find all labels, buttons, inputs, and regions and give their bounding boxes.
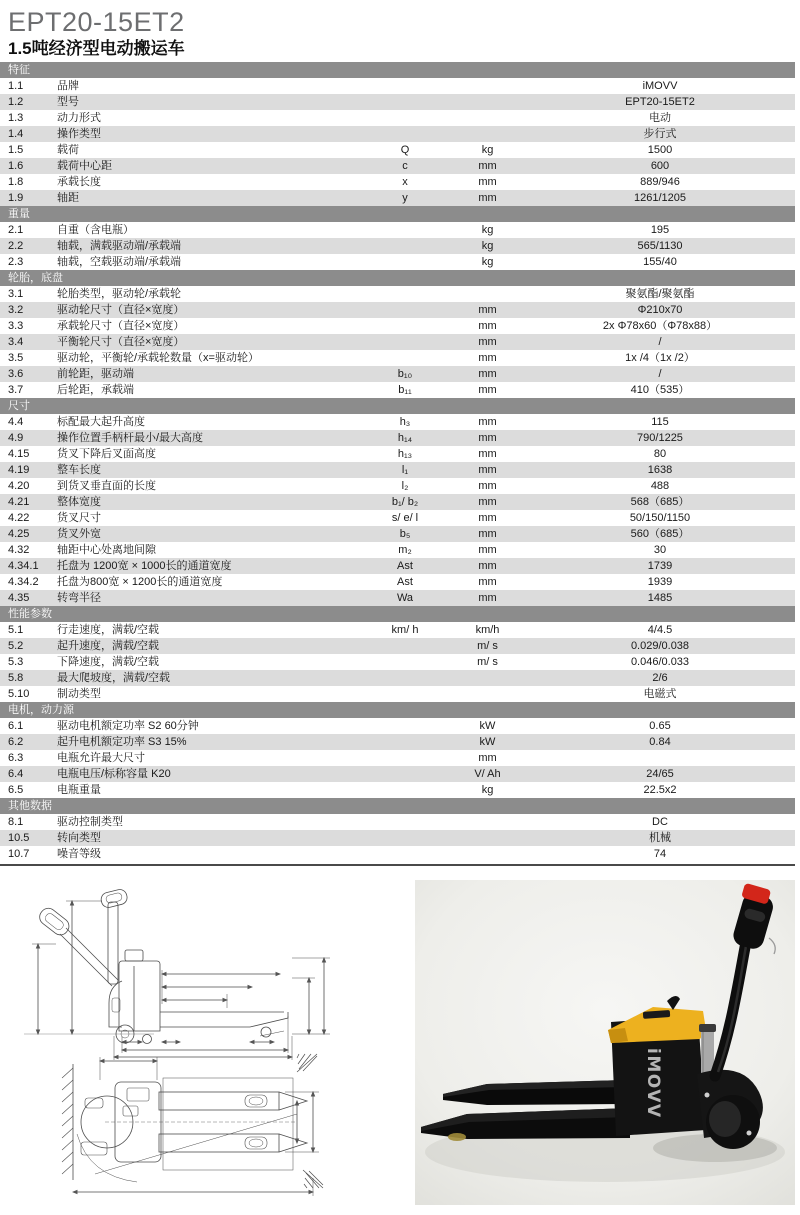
row-symbol: Wa bbox=[396, 592, 414, 604]
spec-row bbox=[0, 830, 795, 846]
spec-row bbox=[0, 254, 795, 270]
spec-row bbox=[0, 750, 795, 766]
row-idx: 4.35 bbox=[8, 592, 30, 604]
row-symbol: c bbox=[402, 160, 408, 172]
row-unit: kg bbox=[481, 240, 494, 252]
row-name: 操作位置手柄杆最小/最大高度 bbox=[57, 432, 204, 444]
row-unit: mm bbox=[478, 368, 497, 380]
section-header: 重量 bbox=[0, 206, 795, 222]
row-name: 托盘为800宽 × 1200长的通道宽度 bbox=[57, 576, 223, 588]
row-idx: 5.2 bbox=[8, 640, 24, 652]
row-value: EPT20-15ET2 bbox=[625, 96, 695, 108]
row-idx: 10.7 bbox=[8, 848, 30, 860]
row-name: 后轮距，承载端 bbox=[57, 384, 134, 396]
spec-row bbox=[0, 542, 795, 558]
row-idx: 3.3 bbox=[8, 320, 24, 332]
row-idx: 4.22 bbox=[8, 512, 30, 524]
row-value: 1x /4（1x /2） bbox=[625, 352, 695, 364]
spec-row bbox=[0, 334, 795, 350]
row-value: 30 bbox=[653, 544, 667, 556]
spec-row bbox=[0, 526, 795, 542]
row-value: 568（685） bbox=[630, 496, 690, 508]
row-unit: mm bbox=[478, 496, 497, 508]
row-name: 驱动控制类型 bbox=[57, 816, 123, 828]
row-name: 标配最大起升高度 bbox=[57, 416, 145, 428]
row-idx: 4.34.1 bbox=[8, 560, 39, 572]
row-value: 1485 bbox=[647, 592, 673, 604]
spec-row bbox=[0, 302, 795, 318]
row-unit: m/ s bbox=[477, 640, 498, 652]
spec-row bbox=[0, 766, 795, 782]
row-name: 轴距中心处离地间隙 bbox=[57, 544, 156, 556]
row-value: 1261/1205 bbox=[634, 192, 686, 204]
spec-row bbox=[0, 622, 795, 638]
row-idx: 4.4 bbox=[8, 416, 24, 428]
figures-area bbox=[0, 866, 800, 1213]
row-name: 动力形式 bbox=[57, 112, 101, 124]
spec-row bbox=[0, 686, 795, 702]
spec-row bbox=[0, 350, 795, 366]
row-symbol: km/ h bbox=[391, 624, 419, 636]
row-unit: V/ Ah bbox=[474, 768, 501, 780]
row-unit: mm bbox=[478, 576, 497, 588]
row-value: 1638 bbox=[647, 464, 673, 476]
row-name: 载荷中心距 bbox=[57, 160, 112, 172]
row-symbol: y bbox=[402, 192, 408, 204]
row-unit: mm bbox=[478, 512, 497, 524]
row-idx: 5.1 bbox=[8, 624, 24, 636]
section-header: 其他数据 bbox=[0, 798, 795, 814]
row-value: 机械 bbox=[649, 832, 671, 844]
row-idx: 4.34.2 bbox=[8, 576, 39, 588]
row-value: iMOVV bbox=[642, 80, 678, 92]
row-idx: 6.5 bbox=[8, 784, 24, 796]
row-unit: mm bbox=[478, 160, 497, 172]
row-name: 起升电机额定功率 S3 15% bbox=[57, 736, 187, 748]
spec-row bbox=[0, 462, 795, 478]
spec-row bbox=[0, 78, 795, 94]
row-value: 410（535） bbox=[630, 384, 690, 396]
row-name: 货叉尺寸 bbox=[57, 512, 101, 524]
row-idx: 2.1 bbox=[8, 224, 24, 236]
row-idx: 4.9 bbox=[8, 432, 24, 444]
row-name: 载荷 bbox=[57, 144, 79, 156]
spec-row bbox=[0, 174, 795, 190]
spec-row bbox=[0, 158, 795, 174]
row-value: 2/6 bbox=[652, 672, 668, 684]
row-idx: 1.5 bbox=[8, 144, 24, 156]
row-idx: 3.1 bbox=[8, 288, 24, 300]
row-name: 到货叉垂直面的长度 bbox=[57, 480, 156, 492]
row-symbol: x bbox=[402, 176, 408, 188]
spec-row bbox=[0, 654, 795, 670]
spec-row bbox=[0, 142, 795, 158]
spec-row bbox=[0, 510, 795, 526]
row-unit: kg bbox=[481, 224, 494, 236]
row-name: 驱动电机额定功率 S2 60分钟 bbox=[57, 720, 199, 732]
row-value: 电动 bbox=[649, 112, 671, 124]
row-unit: mm bbox=[478, 544, 497, 556]
row-value: 1500 bbox=[647, 144, 673, 156]
row-idx: 6.1 bbox=[8, 720, 24, 732]
page-title: EPT20-15ET2 bbox=[8, 7, 185, 37]
row-idx: 4.20 bbox=[8, 480, 30, 492]
row-symbol: l₂ bbox=[401, 480, 409, 492]
spec-row bbox=[0, 574, 795, 590]
row-unit: mm bbox=[478, 560, 497, 572]
side-view-drawing bbox=[22, 886, 337, 1061]
row-symbol: Ast bbox=[397, 576, 413, 588]
top-view-drawing bbox=[45, 1052, 345, 1207]
row-unit: mm bbox=[478, 192, 497, 204]
row-name: 转向类型 bbox=[57, 832, 101, 844]
row-name: 轴距 bbox=[57, 192, 79, 204]
row-idx: 1.8 bbox=[8, 176, 24, 188]
row-value: DC bbox=[652, 816, 668, 828]
row-name: 整车长度 bbox=[57, 464, 101, 476]
row-symbol: h₁₃ bbox=[397, 448, 413, 460]
row-value: 560（685） bbox=[630, 528, 690, 540]
row-value: / bbox=[658, 368, 662, 380]
section-header: 轮胎，底盘 bbox=[0, 270, 795, 286]
spec-row bbox=[0, 782, 795, 798]
section-header: 性能参数 bbox=[0, 606, 795, 622]
row-value: 600 bbox=[650, 160, 670, 172]
spec-row bbox=[0, 366, 795, 382]
row-idx: 1.6 bbox=[8, 160, 24, 172]
spec-row bbox=[0, 734, 795, 750]
row-name: 承载长度 bbox=[57, 176, 101, 188]
row-symbol: b₅ bbox=[399, 528, 411, 540]
row-value: 1739 bbox=[647, 560, 673, 572]
row-idx: 3.7 bbox=[8, 384, 24, 396]
row-unit: mm bbox=[478, 752, 497, 764]
row-name: 品牌 bbox=[57, 80, 79, 92]
row-value: 0.84 bbox=[649, 736, 671, 748]
row-value: 22.5x2 bbox=[643, 784, 677, 796]
spec-row bbox=[0, 238, 795, 254]
row-idx: 10.5 bbox=[8, 832, 30, 844]
row-value: 50/150/1150 bbox=[629, 512, 691, 524]
spec-row bbox=[0, 414, 795, 430]
row-name: 货叉外宽 bbox=[57, 528, 101, 540]
row-name: 轴载，满载驱动端/承载端 bbox=[57, 240, 182, 252]
row-idx: 5.3 bbox=[8, 656, 24, 668]
spec-row bbox=[0, 638, 795, 654]
row-idx: 3.5 bbox=[8, 352, 24, 364]
row-idx: 6.4 bbox=[8, 768, 24, 780]
row-name: 下降速度，满载/空载 bbox=[57, 656, 160, 668]
row-value: 80 bbox=[653, 448, 667, 460]
row-name: 转弯半径 bbox=[57, 592, 101, 604]
page-header bbox=[0, 0, 800, 59]
row-name: 起升速度，满载/空载 bbox=[57, 640, 160, 652]
spec-row bbox=[0, 430, 795, 446]
row-value: 1939 bbox=[647, 576, 673, 588]
row-unit: km/h bbox=[475, 624, 500, 636]
spec-row bbox=[0, 110, 795, 126]
row-name: 最大爬坡度，满载/空载 bbox=[57, 672, 171, 684]
row-symbol: b₁₀ bbox=[397, 368, 413, 380]
row-idx: 8.1 bbox=[8, 816, 24, 828]
row-name: 前轮距，驱动端 bbox=[57, 368, 134, 380]
row-unit: mm bbox=[478, 336, 497, 348]
row-idx: 2.2 bbox=[8, 240, 24, 252]
row-unit: mm bbox=[478, 432, 497, 444]
row-name: 轴载，空载驱动端/承载端 bbox=[57, 256, 182, 268]
page-subtitle: 1.5吨经济型电动搬运车 bbox=[8, 39, 185, 58]
row-idx: 1.4 bbox=[8, 128, 24, 140]
row-name: 整体宽度 bbox=[57, 496, 101, 508]
row-name: 制动类型 bbox=[57, 688, 101, 700]
row-idx: 6.3 bbox=[8, 752, 24, 764]
row-unit: kW bbox=[479, 736, 496, 748]
row-value: 2x Φ78x60（Φ78x88） bbox=[602, 320, 718, 332]
row-value: / bbox=[658, 336, 662, 348]
row-value: 115 bbox=[651, 416, 669, 428]
row-name: 平衡轮尺寸（直径×宽度） bbox=[57, 336, 185, 348]
row-idx: 1.9 bbox=[8, 192, 24, 204]
row-name: 噪音等级 bbox=[57, 848, 101, 860]
spec-table bbox=[0, 62, 795, 862]
row-symbol: b₁/ b₂ bbox=[391, 496, 419, 508]
row-value: 步行式 bbox=[643, 128, 677, 140]
row-name: 承载轮尺寸（直径×宽度） bbox=[57, 320, 185, 332]
row-value: 195 bbox=[650, 224, 670, 236]
row-idx: 4.19 bbox=[8, 464, 30, 476]
section-header: 特征 bbox=[0, 62, 795, 78]
truck-logo: iMOVV bbox=[643, 1048, 663, 1119]
row-idx: 5.10 bbox=[8, 688, 30, 700]
tip-roller bbox=[448, 1133, 466, 1141]
row-name: 驱动轮，平衡轮/承载轮数量（x=驱动轮） bbox=[57, 352, 259, 364]
row-name: 型号 bbox=[57, 96, 79, 108]
row-idx: 3.4 bbox=[8, 336, 24, 348]
spec-row bbox=[0, 94, 795, 110]
row-value: 155/40 bbox=[643, 256, 677, 268]
row-name: 驱动轮尺寸（直径×宽度） bbox=[57, 304, 185, 316]
row-idx: 4.21 bbox=[8, 496, 30, 508]
row-symbol: Q bbox=[400, 144, 410, 156]
row-value: 790/1225 bbox=[637, 432, 683, 444]
row-idx: 2.3 bbox=[8, 256, 24, 268]
row-idx: 1.2 bbox=[8, 96, 24, 108]
row-value: 488 bbox=[650, 480, 670, 492]
row-value: 聚氨酯/聚氨酯 bbox=[625, 288, 695, 300]
row-name: 托盘为 1200宽 × 1000长的通道宽度 bbox=[57, 560, 232, 572]
row-unit: mm bbox=[478, 480, 497, 492]
row-unit: mm bbox=[478, 416, 497, 428]
row-unit: mm bbox=[478, 528, 497, 540]
row-idx: 3.2 bbox=[8, 304, 24, 316]
row-unit: kg bbox=[481, 784, 494, 796]
spec-row bbox=[0, 446, 795, 462]
row-idx: 4.25 bbox=[8, 528, 30, 540]
spec-row bbox=[0, 222, 795, 238]
row-value: 565/1130 bbox=[637, 240, 683, 252]
row-name: 操作类型 bbox=[57, 128, 101, 140]
row-name: 自重（含电瓶） bbox=[57, 224, 134, 236]
spec-row bbox=[0, 190, 795, 206]
row-value: 4/4.5 bbox=[647, 624, 673, 636]
row-unit: mm bbox=[478, 448, 497, 460]
row-name: 电瓶重量 bbox=[57, 784, 101, 796]
row-unit: kW bbox=[479, 720, 496, 732]
row-idx: 5.8 bbox=[8, 672, 24, 684]
spec-row bbox=[0, 590, 795, 606]
section-header: 尺寸 bbox=[0, 398, 795, 414]
row-symbol: m₂ bbox=[398, 544, 412, 556]
row-symbol: h₁₄ bbox=[397, 432, 413, 444]
spec-row bbox=[0, 382, 795, 398]
product-photo bbox=[415, 880, 795, 1205]
spec-row bbox=[0, 318, 795, 334]
row-unit: kg bbox=[481, 256, 494, 268]
row-symbol: Ast bbox=[397, 560, 413, 572]
row-name: 电瓶允许最大尺寸 bbox=[57, 752, 145, 764]
row-unit: mm bbox=[478, 320, 497, 332]
section-header: 电机，动力源 bbox=[0, 702, 795, 718]
row-idx: 3.6 bbox=[8, 368, 24, 380]
row-idx: 6.2 bbox=[8, 736, 24, 748]
spec-row bbox=[0, 478, 795, 494]
row-idx: 4.32 bbox=[8, 544, 30, 556]
spec-row bbox=[0, 126, 795, 142]
row-name: 电瓶电压/标称容量 K20 bbox=[57, 768, 171, 780]
row-idx: 1.3 bbox=[8, 112, 24, 124]
row-name: 轮胎类型，驱动轮/承载轮 bbox=[57, 288, 182, 300]
row-name: 行走速度，满载/空载 bbox=[57, 624, 160, 636]
row-unit: mm bbox=[478, 464, 497, 476]
row-unit: mm bbox=[478, 592, 497, 604]
row-unit: m/ s bbox=[477, 656, 498, 668]
row-value: 24/65 bbox=[646, 768, 674, 780]
row-value: 74 bbox=[653, 848, 667, 860]
row-value: Φ210x70 bbox=[637, 304, 683, 316]
spec-row bbox=[0, 494, 795, 510]
row-unit: mm bbox=[478, 304, 497, 316]
row-symbol: h₃ bbox=[399, 416, 411, 428]
row-idx: 4.15 bbox=[8, 448, 30, 460]
spec-row bbox=[0, 286, 795, 302]
row-value: 0.029/0.038 bbox=[630, 640, 690, 652]
row-unit: mm bbox=[478, 176, 497, 188]
row-value: 889/946 bbox=[640, 176, 680, 188]
row-value: 0.65 bbox=[649, 720, 671, 732]
spec-row bbox=[0, 718, 795, 734]
row-name: 货叉下降后叉面高度 bbox=[57, 448, 156, 460]
spec-row bbox=[0, 558, 795, 574]
row-unit: kg bbox=[481, 144, 494, 156]
row-unit: mm bbox=[478, 384, 497, 396]
row-unit: mm bbox=[478, 352, 497, 364]
row-value: 电磁式 bbox=[643, 688, 677, 700]
row-value: 0.046/0.033 bbox=[630, 656, 690, 668]
spec-row bbox=[0, 846, 795, 862]
row-symbol: s/ e/ l bbox=[391, 512, 419, 524]
row-symbol: b₁₁ bbox=[398, 384, 412, 396]
spec-row bbox=[0, 670, 795, 686]
spec-row bbox=[0, 814, 795, 830]
row-idx: 1.1 bbox=[8, 80, 24, 92]
row-symbol: l₁ bbox=[401, 464, 409, 476]
